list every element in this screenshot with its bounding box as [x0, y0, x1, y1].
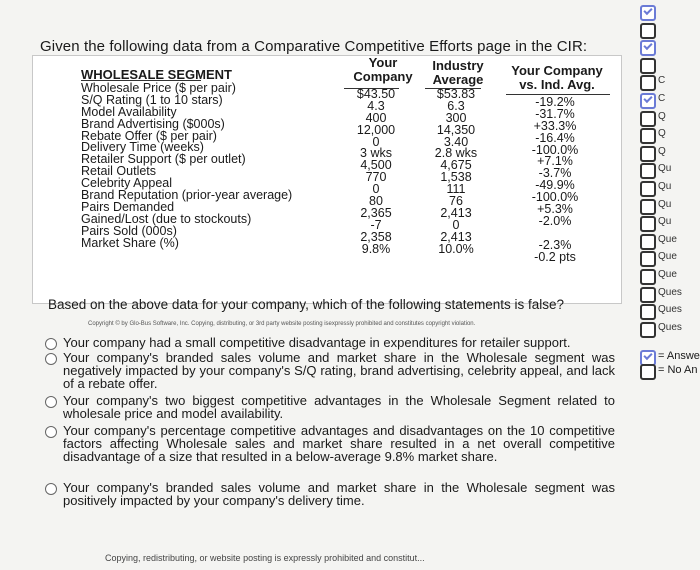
unanswered-box-icon [640, 364, 656, 380]
your-company-value: 2,365 [360, 205, 392, 220]
row-label: Brand Reputation (prior-year average) [81, 188, 293, 203]
unanswered-box-icon [640, 58, 656, 74]
unanswered-box-icon [640, 146, 656, 162]
question-nav-label: Qu [658, 181, 672, 192]
question-nav-label: Q [658, 128, 666, 140]
row-label: Retail Outlets [81, 164, 157, 179]
radio-button[interactable] [45, 426, 57, 438]
vs-industry-value: -16.4% [535, 130, 575, 145]
radio-button[interactable] [45, 483, 57, 495]
question-nav-label: Qu [658, 198, 672, 210]
question-nav-label: Ques [658, 286, 682, 298]
vs-industry-value: -0.2 pts [534, 249, 576, 264]
industry-average-value: 0 [452, 217, 460, 232]
industry-average-value: 76 [449, 194, 463, 209]
question-nav-label: Que [658, 269, 677, 280]
your-company-value: 12,000 [356, 122, 396, 137]
question-nav-label: Que [658, 251, 677, 263]
unanswered-box-icon [640, 322, 656, 338]
answered-check-icon [640, 40, 656, 56]
vs-industry-value: -100.0% [531, 190, 579, 205]
vs-industry-value: -100.0% [531, 142, 579, 157]
industry-average-value: 6.3 [447, 98, 465, 113]
row-label: Brand Advertising ($000s) [81, 116, 225, 131]
unanswered-box-icon [640, 304, 656, 320]
radio-button[interactable] [45, 396, 57, 408]
question-nav-label: Ques [658, 321, 682, 333]
your-company-value: 400 [365, 110, 387, 125]
industry-average-value: 10.0% [438, 241, 474, 256]
question-nav-label: Que [658, 233, 677, 245]
industry-average-value: 111 [446, 182, 466, 197]
footer-copyright: Copying, redistributing, or website posting is expressly prohibited and constitut... [105, 553, 425, 563]
industry-average-value: 300 [445, 110, 467, 125]
question-title: Given the following data from a Comparative Competitive Efforts page in the CIR: [40, 38, 588, 55]
unanswered-box-icon [640, 128, 656, 144]
answer-option-text: Your company's two biggest competitive advantages in the Wholesale Segment related to wholesale price and model availability. [63, 393, 615, 421]
data-table [32, 55, 622, 304]
unanswered-box-icon [640, 75, 656, 91]
unanswered-box-icon [640, 287, 656, 303]
your-company-value: 0 [372, 182, 380, 197]
answered-check-icon [640, 5, 656, 21]
your-company-value: 770 [365, 170, 387, 185]
vs-industry-value: -19.2% [535, 95, 575, 109]
row-label: Gained/Lost (due to stockouts) [81, 211, 252, 226]
row-labels-column [81, 83, 341, 249]
vs-industry-value: -2.0% [538, 213, 572, 228]
answer-option-text: Your company's branded sales volume and market share in the Wholesale segment was negatively impacted by your company's S/Q rating, brand advertising, celebrity appeal, and lack of a rebate offer. [63, 350, 615, 391]
industry-average-value: 2.8 wks [434, 146, 478, 161]
unanswered-box-icon [640, 111, 656, 127]
row-label: Celebrity Appeal [81, 176, 173, 191]
industry-average-value: 2,413 [440, 229, 472, 244]
row-label: Pairs Sold (000s) [81, 223, 177, 238]
unanswered-box-icon [640, 199, 656, 215]
vs-industry-value: -31.7% [535, 106, 575, 121]
your-company-value: -7 [370, 217, 382, 232]
vs-industry-value: -3.7% [538, 166, 572, 181]
your-company-value: $43.50 [356, 87, 396, 101]
industry-average-value: 2,413 [440, 205, 472, 220]
header-your-company: Your Company [353, 55, 413, 84]
unanswered-box-icon [640, 163, 656, 179]
radio-button[interactable] [45, 338, 57, 350]
industry-average-column [421, 89, 491, 255]
industry-average-value: 1,538 [440, 170, 472, 185]
row-label: Wholesale Price ($ per pair) [81, 81, 236, 95]
legend-no-answer-text: = No An [658, 364, 698, 376]
answer-option-text: Your company's branded sales volume and market share in the Wholesale segment was positively impacted by your company's delivery time. [63, 480, 615, 508]
question-prompt: Based on the above data for your company, which of the following statements is false? [48, 297, 565, 312]
your-company-value: 4,500 [360, 158, 392, 173]
copyright-notice: Copyright © by Glo-Bus Software, Inc. Copying, distributing, or 3rd party website posting isexpressly prohibited and constitutes copyright violation. [88, 321, 476, 327]
row-label: Delivery Time (weeks) [81, 140, 204, 155]
row-label: Market Share (%) [81, 235, 179, 250]
vs-industry-value: +5.3% [537, 202, 573, 217]
question-nav-label: Qu [658, 216, 672, 228]
row-label: Pairs Demanded [81, 199, 175, 214]
question-nav-label: Qu [658, 163, 672, 175]
vs-industry-value: -2.3% [538, 237, 572, 252]
unanswered-box-icon [640, 269, 656, 285]
industry-average-value: 14,350 [436, 122, 476, 137]
answer-option-text: Your company had a small competitive disadvantage in expenditures for retailer support. [63, 335, 571, 350]
vs-industry-value: +7.1% [537, 154, 573, 169]
your-company-value: 3 wks [360, 146, 392, 161]
row-label: S/Q Rating (1 to 10 stars) [81, 92, 223, 107]
unanswered-box-icon [640, 181, 656, 197]
your-company-value: 4.3 [367, 98, 385, 113]
answer-option-text: Your company's percentage competitive advantages and disadvantages on the 10 competitive factors affecting Wholesale sales and market share resulted in a net overall competitive disadvantage of a size that resulted in a below-average 9.8% market share. [63, 423, 615, 464]
question-navigator [638, 0, 700, 570]
your-company-value: 9.8% [361, 241, 391, 256]
legend-answered-text: = Answe [658, 350, 700, 362]
vs-industry-column [505, 97, 605, 263]
vs-industry-value: -49.9% [535, 178, 575, 193]
unanswered-box-icon [640, 234, 656, 250]
header-industry-average: Industry Average [432, 58, 484, 87]
answered-check-icon [640, 93, 656, 109]
row-label: Model Availability [81, 104, 177, 119]
industry-average-value: $53.83 [436, 87, 476, 101]
your-company-value: 0 [372, 134, 380, 149]
row-label: Rebate Offer ($ per pair) [81, 128, 217, 143]
vs-industry-value: +33.3% [533, 118, 577, 133]
unanswered-box-icon [640, 23, 656, 39]
question-nav-label: Ques [658, 304, 682, 316]
unanswered-box-icon [640, 216, 656, 232]
question-nav-label: C [658, 75, 666, 87]
question-nav-label: Q [658, 110, 666, 122]
header-vs-industry: Your Company vs. Ind. Avg. [511, 63, 603, 92]
unanswered-box-icon [640, 251, 656, 267]
your-company-value: 80 [369, 194, 383, 209]
industry-average-value: 3.40 [443, 134, 469, 149]
question-nav-label: C [658, 93, 666, 104]
header-segment: WHOLESALE SEGMENT [81, 67, 232, 82]
your-company-value: 2,358 [360, 229, 392, 244]
radio-button[interactable] [45, 353, 57, 365]
your-company-column [341, 89, 411, 255]
row-label: Retailer Support ($ per outlet) [81, 152, 246, 167]
industry-average-value: 4,675 [440, 158, 472, 173]
question-nav-label: Q [658, 145, 666, 157]
